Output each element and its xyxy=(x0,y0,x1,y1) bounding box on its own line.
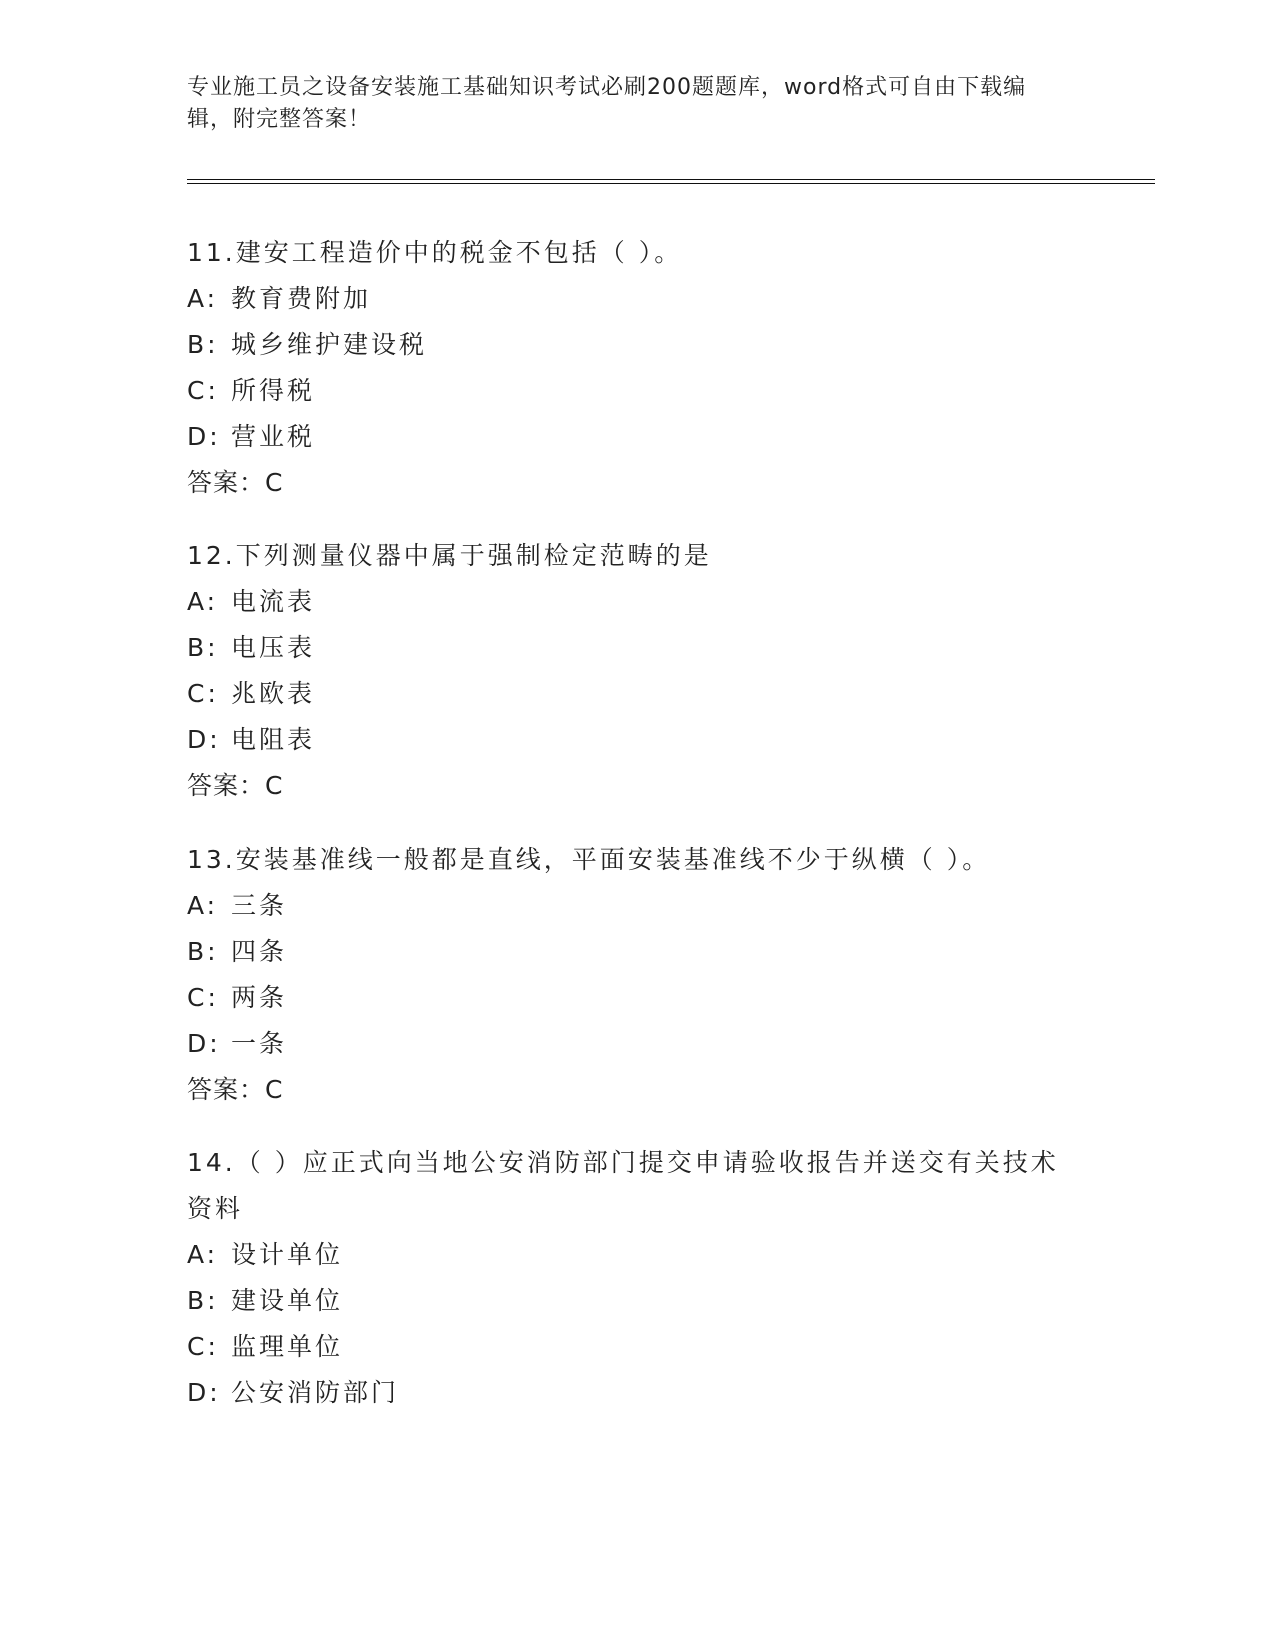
option-letter: C: xyxy=(187,376,219,405)
option-c xyxy=(187,975,1087,1021)
answer-text: 答案：C xyxy=(187,771,284,800)
option-a xyxy=(187,579,1087,625)
option-a xyxy=(187,883,1087,929)
option-text: 城乡维护建设税 xyxy=(231,330,428,359)
option-b xyxy=(187,929,1087,975)
option-b xyxy=(187,625,1087,671)
option-text: 公安消防部门 xyxy=(231,1378,400,1407)
option-letter: C: xyxy=(187,1332,219,1361)
option-text: 四条 xyxy=(231,937,288,966)
document-header xyxy=(187,72,1067,136)
option-text: 设计单位 xyxy=(231,1240,344,1269)
option-text: 电流表 xyxy=(231,587,316,616)
option-text: 电阻表 xyxy=(231,725,316,754)
option-text: 兆欧表 xyxy=(231,679,316,708)
option-c xyxy=(187,368,1087,414)
option-letter: C: xyxy=(187,983,219,1012)
option-text: 所得税 xyxy=(231,376,316,405)
option-letter: A: xyxy=(187,587,219,616)
question-title: 11.建安工程造价中的税金不包括（ ）。 xyxy=(187,238,683,267)
question-11 xyxy=(187,230,1087,506)
option-text: 两条 xyxy=(231,983,288,1012)
option-letter: D: xyxy=(187,422,221,451)
option-text: 三条 xyxy=(231,891,288,920)
option-letter: B: xyxy=(187,1286,219,1315)
option-letter: A: xyxy=(187,891,219,920)
option-letter: D: xyxy=(187,1378,221,1407)
option-d xyxy=(187,717,1087,763)
header-divider-bottom xyxy=(187,183,1155,184)
option-text: 监理单位 xyxy=(231,1332,344,1361)
option-letter: B: xyxy=(187,937,219,966)
option-d xyxy=(187,1370,1087,1416)
option-c xyxy=(187,1324,1087,1370)
option-b xyxy=(187,322,1087,368)
question-title: 13.安装基准线一般都是直线，平面安装基准线不少于纵横（ ）。 xyxy=(187,845,991,874)
option-letter: D: xyxy=(187,725,221,754)
option-text: 营业税 xyxy=(231,422,316,451)
option-letter: A: xyxy=(187,284,219,313)
option-text: 电压表 xyxy=(231,633,316,662)
option-b xyxy=(187,1278,1087,1324)
option-letter: C: xyxy=(187,679,219,708)
option-text: 教育费附加 xyxy=(231,284,372,313)
option-d xyxy=(187,1021,1087,1067)
option-letter: B: xyxy=(187,633,219,662)
question-13 xyxy=(187,837,1087,1113)
header-divider-top xyxy=(187,179,1155,180)
question-14 xyxy=(187,1140,1087,1416)
option-a xyxy=(187,1232,1087,1278)
option-letter: A: xyxy=(187,1240,219,1269)
option-d xyxy=(187,414,1087,460)
option-letter: D: xyxy=(187,1029,221,1058)
answer-text: 答案：C xyxy=(187,1075,284,1104)
option-a xyxy=(187,276,1087,322)
option-text: 一条 xyxy=(231,1029,288,1058)
answer-text: 答案：C xyxy=(187,468,284,497)
option-letter: B: xyxy=(187,330,219,359)
question-12 xyxy=(187,533,1087,809)
option-c xyxy=(187,671,1087,717)
question-title: 12.下列测量仪器中属于强制检定范畴的是 xyxy=(187,541,712,570)
option-text: 建设单位 xyxy=(231,1286,344,1315)
question-title: 14.（ ）应正式向当地公安消防部门提交申请验收报告并送交有关技术资料 xyxy=(187,1148,1059,1223)
header-title: 专业施工员之设备安装施工基础知识考试必刷200题题库，word格式可自由下载编辑，附完整答案！ xyxy=(187,75,1027,132)
